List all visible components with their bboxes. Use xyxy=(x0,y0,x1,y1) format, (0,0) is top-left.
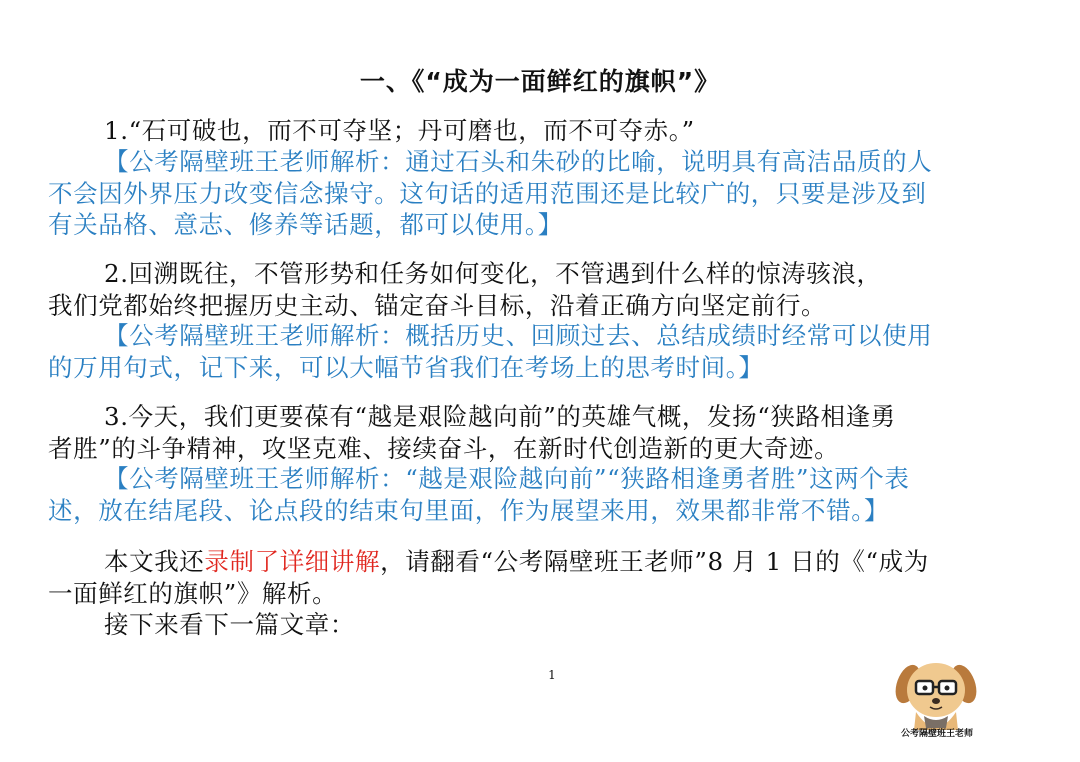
closing-line-2: 一面鲜红的旗帜”》解析。 xyxy=(48,578,338,608)
analysis-block-3 xyxy=(48,463,1038,526)
analysis-line: 【公考隔壁班王老师解析：“越是艰险越向前”“狭路相逢勇者胜”这两个表 xyxy=(104,464,910,493)
closing-paragraph xyxy=(48,546,1038,641)
analysis-line: 述，放在结尾段、论点段的结束句里面，作为展望来用，效果都非常不错。】 xyxy=(48,495,890,525)
quote-line: 3.今天，我们更要葆有“越是艰险越向前”的英雄气概，发扬“狭路相逢勇 xyxy=(104,402,896,431)
quote-item-2 xyxy=(48,258,1038,321)
quote-line: 2.回溯既往，不管形势和任务如何变化，不管遇到什么样的惊涛骇浪， xyxy=(104,259,882,288)
quote-line: 1.“石可破也，而不可夺坚；丹可磨也，而不可夺赤。” xyxy=(104,116,695,145)
analysis-block-2 xyxy=(48,320,1038,383)
closing-line-3: 接下来看下一篇文章： xyxy=(104,610,355,639)
quote-line: 我们党都始终把握历史主动、锚定奋斗目标，沿着正确方向坚定前行。 xyxy=(48,290,827,320)
logo-caption: 公考隔壁班王老师 xyxy=(900,729,973,739)
page-title: 一、《“成为一面鲜红的旗帜”》 xyxy=(359,67,721,96)
quote-item-1 xyxy=(48,115,1038,147)
page-number: 1 xyxy=(548,668,556,682)
analysis-line: 的万用句式，记下来，可以大幅节省我们在考场上的思考时间。】 xyxy=(48,352,764,382)
analysis-block-1 xyxy=(48,146,1038,241)
quote-line: 者胜”的斗争精神，攻坚克难、接续奋斗，在新时代创造新的更大奇迹。 xyxy=(48,433,840,463)
closing-text: ，请翻看“公考隔壁班王老师”8 月 1 日的《“成为 xyxy=(380,547,929,576)
analysis-line: 【公考隔壁班王老师解析：通过石头和朱砂的比喻，说明具有高洁品质的人 xyxy=(104,147,933,176)
analysis-line: 不会因外界压力改变信念操守。这句话的适用范围还是比较广的，只要是涉及到 xyxy=(48,178,927,208)
closing-text: 本文我还 xyxy=(104,547,205,576)
analysis-line: 有关品格、意志、修养等话题，都可以使用。】 xyxy=(48,210,563,239)
quote-item-3 xyxy=(48,401,1038,464)
highlight-text: 录制了详细讲解 xyxy=(204,547,381,576)
closing-line-1 xyxy=(48,546,1038,578)
analysis-line: 【公考隔壁班王老师解析：概括历史、回顾过去、总结成绩时经常可以使用 xyxy=(104,321,933,350)
